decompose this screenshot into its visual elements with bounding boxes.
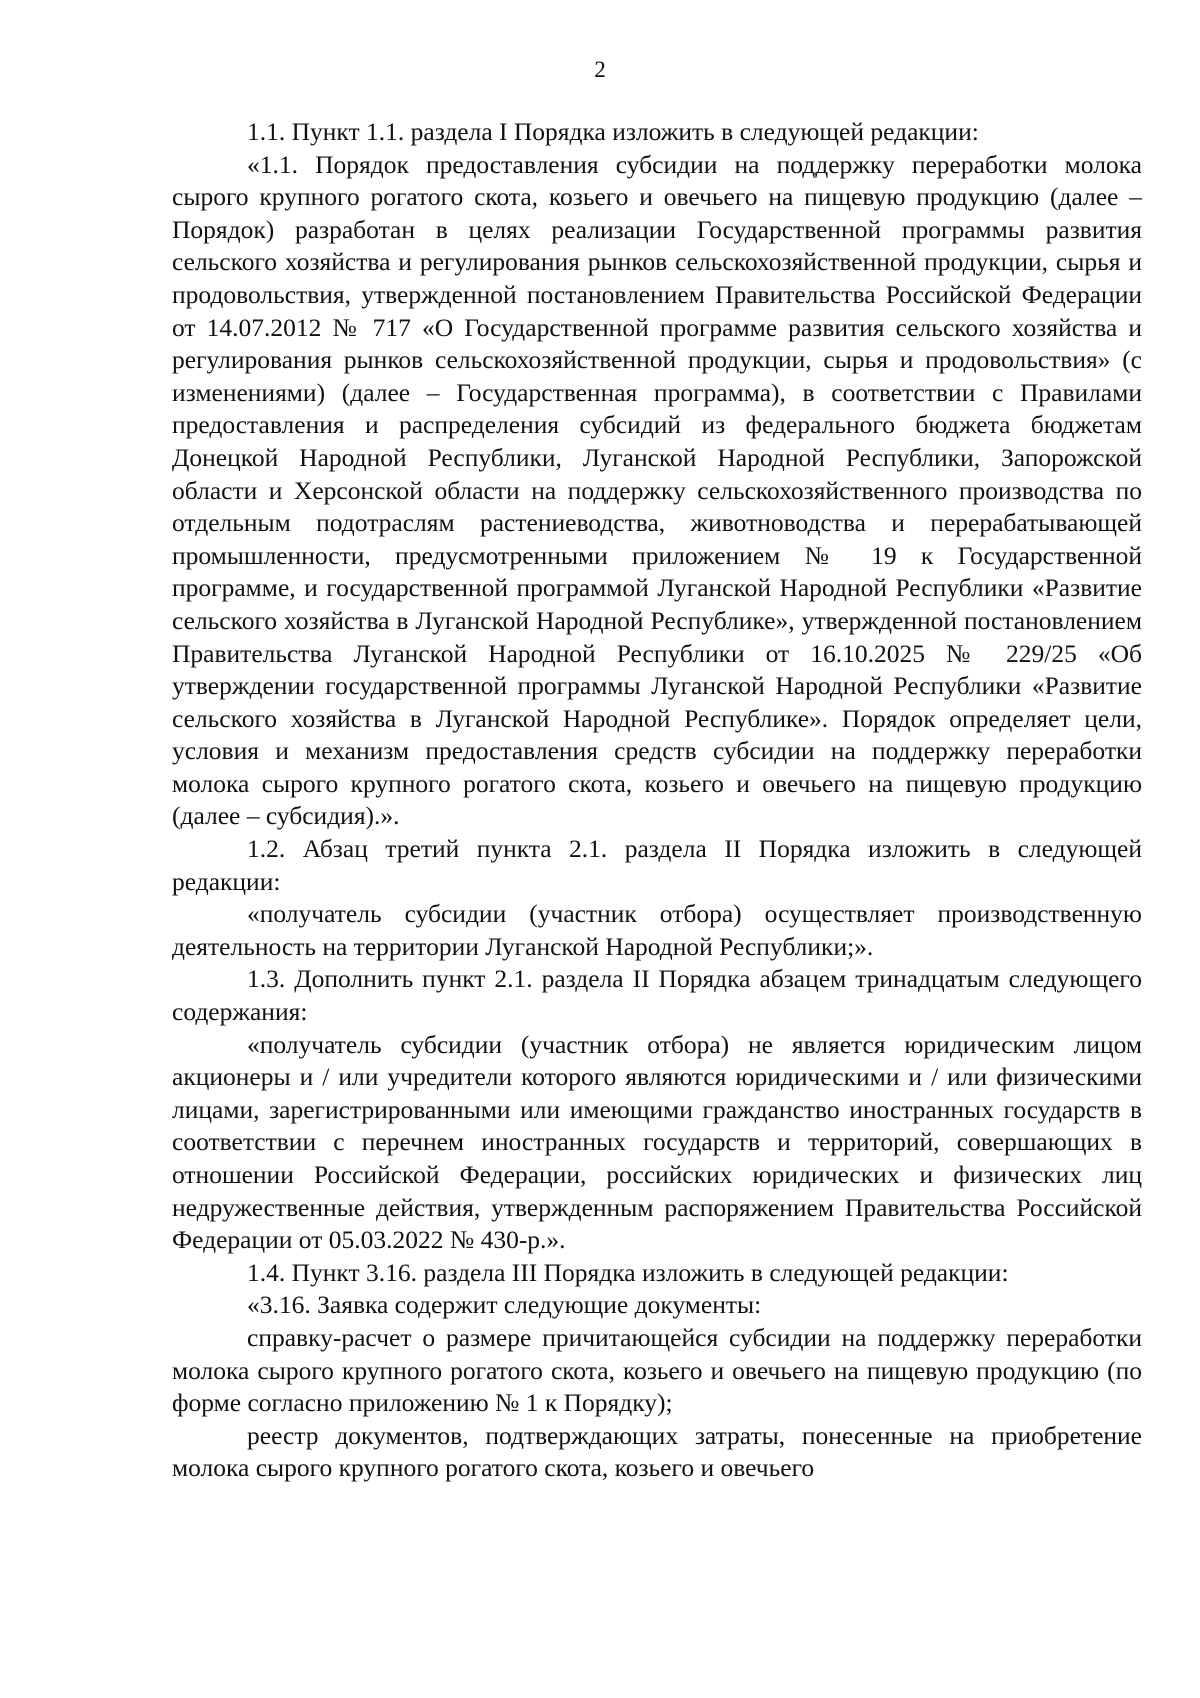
paragraph-document-item-2: реестр документов, подтверждающих затраты, понесенные на приобретение молока сырого крупного рогатого скота, козьего и овечьего (172, 1420, 1142, 1483)
page-number: 2 (594, 57, 606, 82)
paragraph-document-item-1: справку-расчет о размере причитающейся субсидии на поддержку переработки молока сырого крупного рогатого скота, козьего и овечьего на пищевую продукцию (по форме согласно приложению № 1 к Порядку); (172, 1322, 1142, 1418)
paragraph-1-4-heading: 1.4. Пункт 3.16. раздела III Порядка изложить в следующей редакции: (247, 1257, 1009, 1287)
paragraph-1-1-text: «1.1. Порядок предоставления субсидии на поддержку переработки молока сырого крупного рогатого скота, козьего и овечьего на пищевую продукцию (далее – Порядок) разработан в целях реализации Государственной программы развития сельского хозяйства и регулирования рынков сельскохозяйственной продукции, сырья и продовольствия, утвержденной постановлением Правительства Российской Федерации от 14.07.2012 № 717 «О Государственной программе развития сельского хозяйства и регулирования рынков сельскохозяйственной продукции, сырья и продовольствия» (с изменениями) (далее – Государственная программа), в соответствии с Правилами предоставления и распределения субсидий из федерального бюджета бюджетам Донецкой Народной Республики, Луганской Народной Республики, Запорожской области и Херсонской области на поддержку сельскохозяйственного производства по отдельным подотраслям растениеводства, животноводства и перерабатывающей промышленности, предусмотренными приложением № 19 к Государственной программе, и государственной программой Луганской Народной Республики «Развитие сельского хозяйства в Луганской Народной Республике», утвержденной постановлением Правительства Луганской Народной Республики от 16.10.2025 № 229/25 «Об утверждении государственной программы Луганской Народной Республики «Развитие сельского хозяйства в Луганской Народной Республике». Порядок определяет цели, условия и механизм предоставления средств субсидии на поддержку переработки молока сырого крупного рогатого скота, козьего и овечьего на пищевую продукцию (далее – субсидия).». (172, 149, 1142, 831)
paragraph-1-2-text: «получатель субсидии (участник отбора) осуществляет производственную деятельность на территории Луганской Народной Республики;». (172, 899, 1142, 961)
paragraph-1-1-heading: 1.1. Пункт 1.1. раздела I Порядка изложить в следующей редакции: (247, 117, 979, 146)
document-body (172, 116, 1142, 1485)
paragraph-1-3-text: «получатель субсидии (участник отбора) не является юридическим лицом акционеры и / или учредители которого являются юридическими и / или физическими лицами, зарегистрированными или имеющими гражданство иностранных государств в соответствии с перечнем иностранных государств и территорий, совершающих в отношении Российской Федерации, российских юридических и физических лиц недружественные действия, утвержденным распоряжением Правительства Российской Федерации от 05.03.2022 № 430-р.». (172, 1029, 1142, 1255)
paragraph-1-2-heading: 1.2. Абзац третий пункта 2.1. раздела II Порядка изложить в следующей редакции: (172, 834, 1142, 896)
paragraph-1-3-heading: 1.3. Дополнить пункт 2.1. раздела II Порядка абзацем тринадцатым следующего содержания: (172, 964, 1142, 1027)
paragraph-3-16-intro: «3.16. Заявка содержит следующие документы: (247, 1290, 762, 1320)
